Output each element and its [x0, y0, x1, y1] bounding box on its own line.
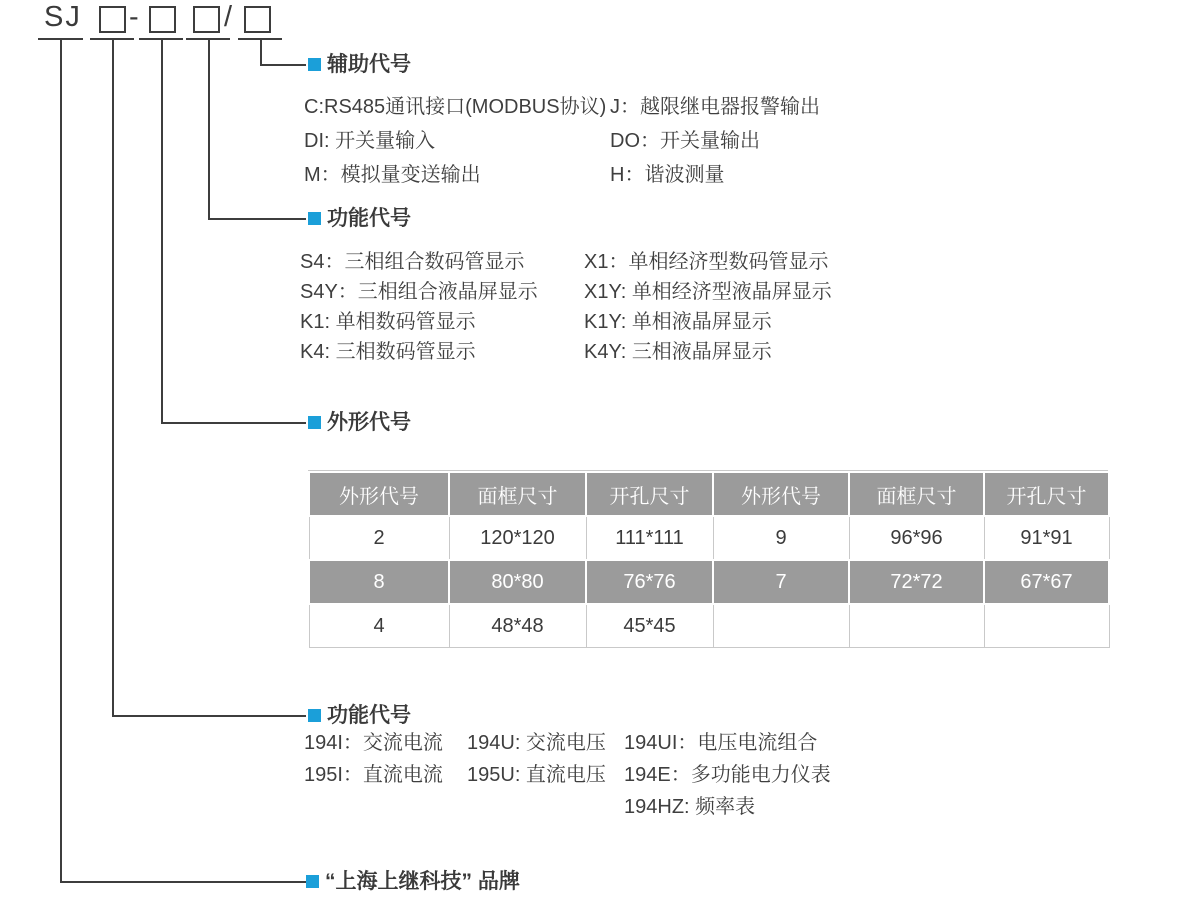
function-section-bullet — [308, 709, 321, 722]
table-cell: 120*120 — [449, 516, 586, 560]
table-cell — [713, 604, 849, 648]
display-code-item: K4: 三相数码管显示 — [300, 341, 476, 363]
brand-section-bullet — [306, 875, 319, 888]
model-box-4 — [244, 6, 271, 33]
shape-section-title: 外形代号 — [327, 411, 411, 434]
table-cell: 8 — [309, 560, 449, 604]
connector-hline-aux — [260, 64, 306, 66]
table-cell: 4 — [309, 604, 449, 648]
table-cell: 45*45 — [586, 604, 713, 648]
display-code-item: K4Y: 三相液晶屏显示 — [584, 341, 772, 363]
shape-table-header: 开孔尺寸 — [984, 472, 1109, 516]
aux-code-item: C:RS485通讯接口(MODBUS协议) — [304, 96, 607, 118]
table-cell: 67*67 — [984, 560, 1109, 604]
table-cell: 72*72 — [849, 560, 984, 604]
aux-code-list — [304, 90, 820, 192]
function-code-item: 194HZ: 频率表 — [624, 796, 756, 818]
shape-table-header: 外形代号 — [713, 472, 849, 516]
table-cell: 48*48 — [449, 604, 586, 648]
display-code-item: X1Y: 单相经济型液晶屏显示 — [584, 281, 832, 303]
display-code-list — [300, 247, 832, 367]
table-cell: 7 — [713, 560, 849, 604]
function-code-item: 195U: 直流电压 — [467, 764, 606, 786]
connector-hline-function — [112, 715, 306, 717]
function-code-item: 194I：交流电流 — [304, 732, 443, 754]
function-code-item: 194UI：电压电流组合 — [624, 732, 818, 754]
shape-code-table — [308, 471, 1110, 648]
table-cell: 96*96 — [849, 516, 984, 560]
table-cell: 76*76 — [586, 560, 713, 604]
display-code-item: S4：三相组合数码管显示 — [300, 251, 525, 273]
shape-table-header-row — [309, 472, 1109, 516]
model-prefix: SJ — [44, 1, 82, 33]
aux-code-item: M：模拟量变送输出 — [304, 164, 481, 186]
table-cell: 91*91 — [984, 516, 1109, 560]
function-code-item: 194U: 交流电压 — [467, 732, 606, 754]
connector-hline-brand — [60, 881, 306, 883]
function-code-item: 194E：多功能电力仪表 — [624, 764, 831, 786]
function-section-title: 功能代号 — [327, 704, 411, 727]
display-code-item: K1: 单相数码管显示 — [300, 311, 476, 333]
table-cell: 9 — [713, 516, 849, 560]
function-code-item — [467, 791, 624, 823]
connector-vline-shape — [161, 38, 163, 424]
function-code-list — [304, 727, 831, 823]
table-row — [309, 516, 1109, 560]
aux-code-item: DI: 开关量输入 — [304, 130, 436, 152]
table-cell: 111*111 — [586, 516, 713, 560]
model-box-1 — [99, 6, 126, 33]
aux-code-item: DO：开关量输出 — [610, 130, 760, 152]
connector-vline-brand — [60, 38, 62, 883]
function-code-item — [304, 791, 467, 823]
table-cell — [984, 604, 1109, 648]
display-section-bullet — [308, 212, 321, 225]
function-code-item: 195I：直流电流 — [304, 764, 443, 786]
display-code-item: X1：单相经济型数码管显示 — [584, 251, 829, 273]
shape-section-bullet — [308, 416, 321, 429]
connector-vline-function — [112, 38, 114, 717]
aux-code-item: H：谐波测量 — [610, 164, 725, 186]
table-cell — [849, 604, 984, 648]
table-row — [309, 604, 1109, 648]
model-dash: - — [129, 1, 139, 33]
shape-table-header: 外形代号 — [309, 472, 449, 516]
shape-table-header: 面框尺寸 — [849, 472, 984, 516]
shape-table-header: 开孔尺寸 — [586, 472, 713, 516]
connector-hline-display — [208, 218, 306, 220]
connector-hline-shape — [161, 422, 306, 424]
connector-vline-aux — [260, 38, 262, 66]
table-row — [309, 560, 1109, 604]
model-box-3 — [193, 6, 220, 33]
display-section-title: 功能代号 — [327, 207, 411, 230]
display-code-item: S4Y：三相组合液晶屏显示 — [300, 281, 538, 303]
shape-table-header: 面框尺寸 — [449, 472, 586, 516]
aux-section-bullet — [308, 58, 321, 71]
brand-section-title: “上海上继科技” 品牌 — [325, 870, 520, 893]
aux-code-item: J：越限继电器报警输出 — [610, 96, 820, 118]
display-code-item: K1Y: 单相液晶屏显示 — [584, 311, 772, 333]
connector-vline-display — [208, 38, 210, 220]
table-cell: 80*80 — [449, 560, 586, 604]
table-cell: 2 — [309, 516, 449, 560]
aux-section-title: 辅助代号 — [327, 53, 411, 76]
model-box-2 — [149, 6, 176, 33]
model-slash: / — [224, 1, 233, 33]
